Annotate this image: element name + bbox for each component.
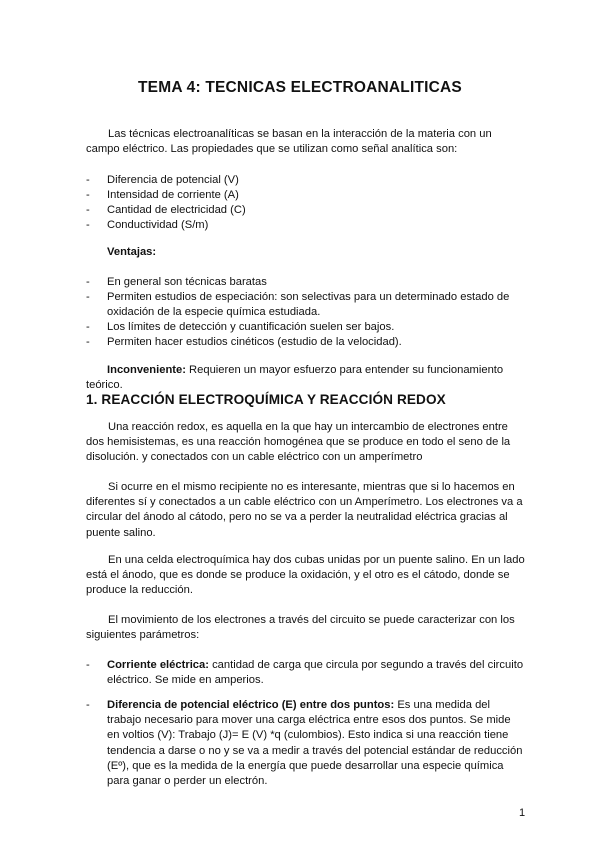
intro-paragraph: Las técnicas electroanalíticas se basan en la interacción de la materia con un campo eléctrico. Las propiedades que se utilizan como señal analítica son: bbox=[86, 128, 492, 156]
bullet-dash: - bbox=[86, 321, 90, 333]
page-title: TEMA 4: TECNICAS ELECTROANALITICAS bbox=[138, 79, 462, 96]
bullet-dash: - bbox=[86, 291, 90, 303]
bullet-dash: - bbox=[86, 189, 90, 201]
property-item: Intensidad de corriente (A) bbox=[107, 189, 239, 201]
bullet-dash: - bbox=[86, 174, 90, 186]
paragraph: En una celda electroquímica hay dos cubas unidas por un puente salino. En un lado está el ánodo, que es donde se produce la oxidación, y el otro es el cátodo, donde se produce la reducción. bbox=[86, 554, 525, 597]
inconvenient-text: Requieren un mayor esfuerzo para entender su funcionamiento teórico. bbox=[86, 364, 504, 392]
property-item: Diferencia de potencial (V) bbox=[107, 174, 239, 186]
section-heading: 1. REACCIÓN ELECTROQUÍMICA Y REACCIÓN REDOX bbox=[86, 392, 446, 407]
parameter-text: cantidad de carga que circula por segundo a través del circuito eléctrico. Se mide en amperios. bbox=[107, 659, 524, 687]
bullet-dash: - bbox=[86, 219, 90, 231]
list-item bbox=[86, 173, 526, 188]
parameter-label: Corriente eléctrica: bbox=[107, 659, 209, 671]
paragraph: Si ocurre en el mismo recipiente no es interesante, mientras que si lo hacemos en diferentes sí y conectados a un cable eléctrico con un Amperímetro. Los electrones va a circular del ánodo al cátodo, pero no se va a perder la neutralidad eléctrica gracias al puente salino. bbox=[86, 481, 523, 539]
parameter-label: Diferencia de potencial eléctrico (E) entre dos puntos: bbox=[107, 699, 395, 711]
page-number: 1 bbox=[519, 807, 526, 819]
property-item: Conductividad (S/m) bbox=[107, 219, 209, 231]
advantage-item: Permiten estudios de especiación: son selectivas para un determinado estado de oxidación de la especie química estudiada. bbox=[107, 291, 510, 319]
list-item bbox=[86, 698, 526, 789]
paragraph: Una reacción redox, es aquella en la que hay un intercambio de electrones entre dos hemisistemas, es una reacción homogénea que se produce en todo el seno de la disolución. y conectados con un cable eléctrico con un amperímetro bbox=[86, 421, 511, 464]
list-item bbox=[86, 188, 526, 203]
parameter-item bbox=[107, 698, 526, 789]
inconvenient-label: Inconveniente: bbox=[107, 364, 186, 376]
property-item: Cantidad de electricidad (C) bbox=[107, 204, 246, 216]
list-item bbox=[86, 275, 526, 290]
advantage-item: En general son técnicas baratas bbox=[107, 276, 267, 288]
list-item bbox=[86, 658, 526, 688]
advantage-item: Los límites de detección y cuantificación suelen ser bajos. bbox=[107, 321, 395, 333]
bullet-dash: - bbox=[86, 699, 90, 711]
list-item bbox=[86, 218, 526, 233]
bullet-dash: - bbox=[86, 659, 90, 671]
list-item bbox=[86, 335, 526, 350]
paragraph: El movimiento de los electrones a través del circuito se puede caracterizar con los siguientes parámetros: bbox=[86, 614, 515, 642]
advantages-heading bbox=[107, 245, 547, 260]
bullet-dash: - bbox=[86, 204, 90, 216]
list-item bbox=[86, 203, 526, 218]
advantages-heading-text: Ventajas: bbox=[107, 246, 157, 258]
inconvenient-paragraph bbox=[86, 363, 526, 393]
bullet-dash: - bbox=[86, 276, 90, 288]
advantage-item: Permiten hacer estudios cinéticos (estudio de la velocidad). bbox=[107, 336, 402, 348]
parameter-text: Es una medida del trabajo necesario para mover una carga eléctrica entre esos dos puntos. Se mide en voltios (V): Trabajo (J)= E (V) *q (culombios). Esto indica si una reacción tiene tendencia a darse o no y se va a medir a través del potencial estándar de reducción (Eº), que es la medida de la energía que puede desarrollar una especie química para ganar o perder un electrón. bbox=[107, 699, 523, 788]
list-item bbox=[86, 290, 526, 320]
list-item bbox=[86, 320, 526, 335]
parameter-item bbox=[107, 658, 526, 688]
bullet-dash: - bbox=[86, 336, 90, 348]
